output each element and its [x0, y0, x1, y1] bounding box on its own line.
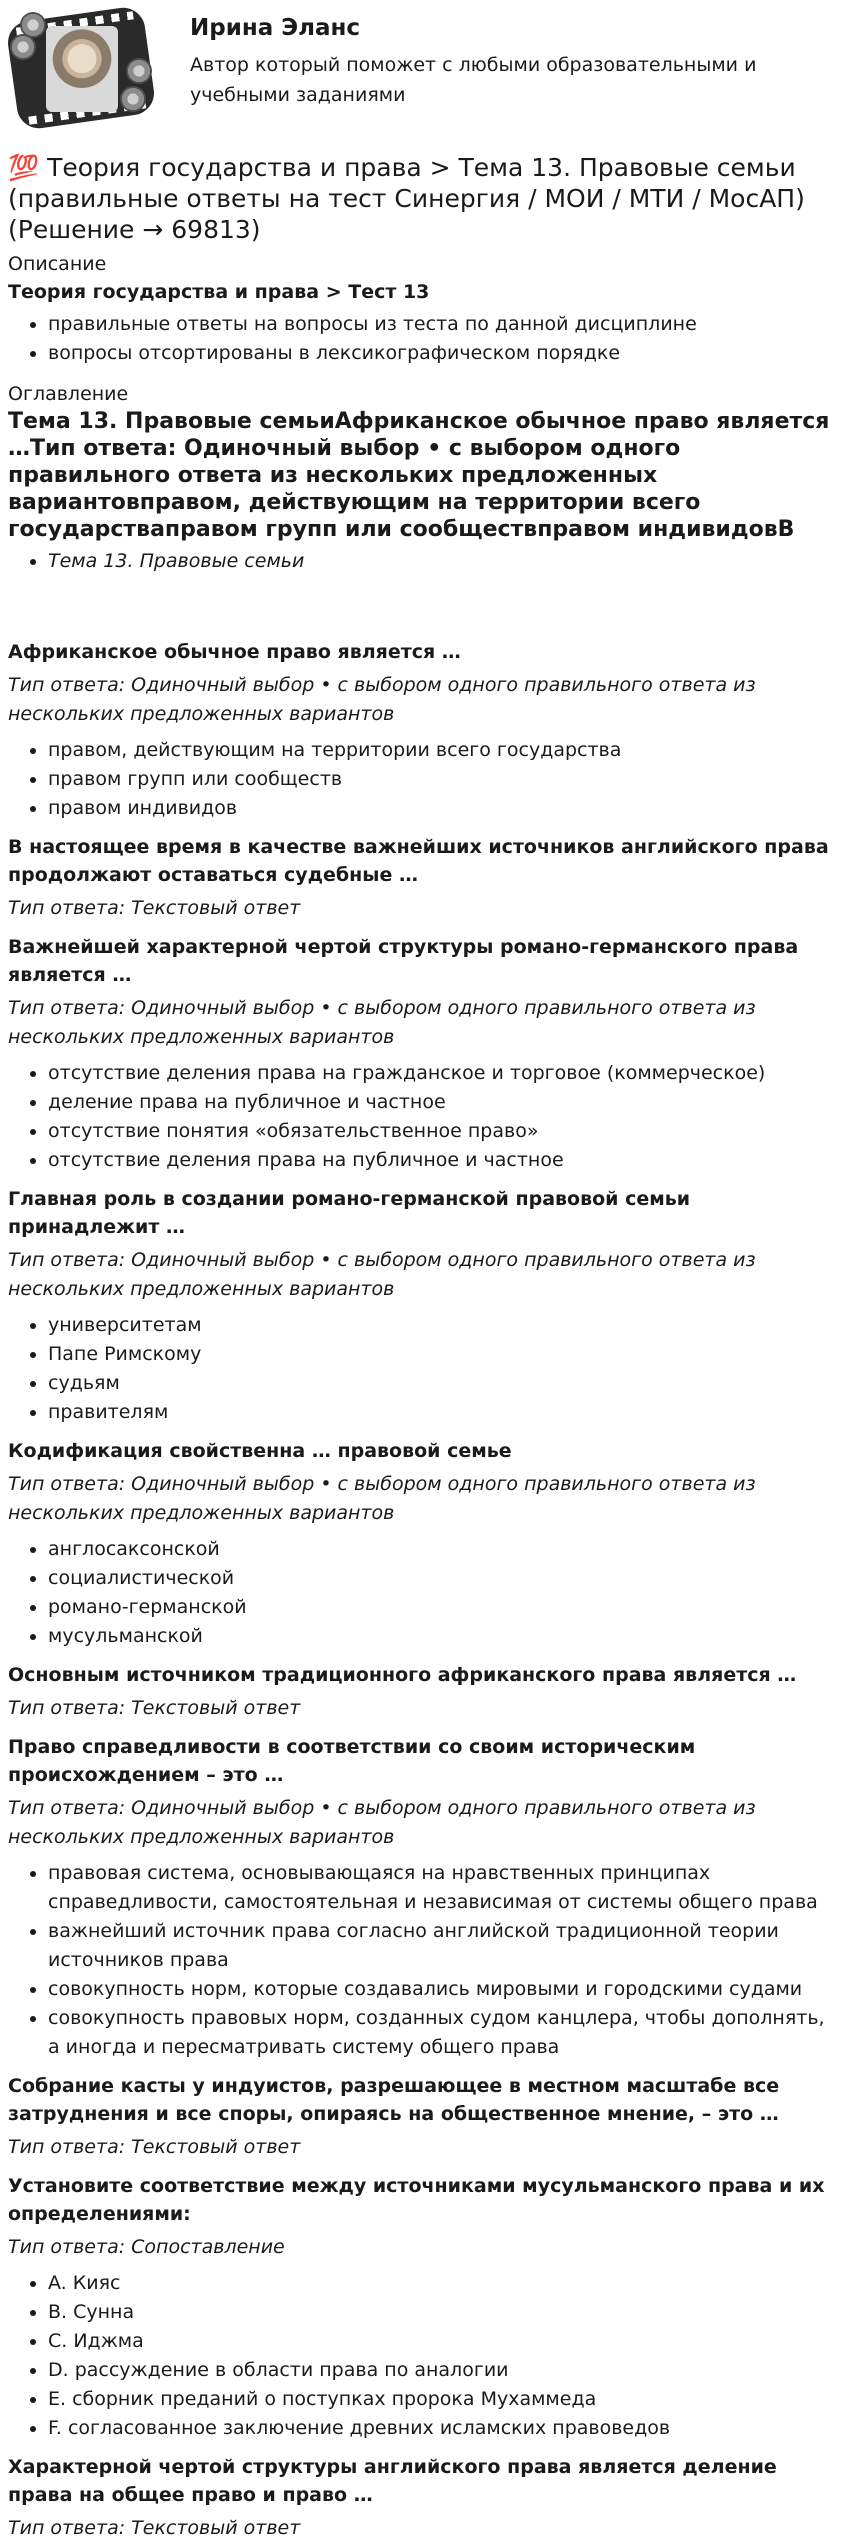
answer-type: Тип ответа: Текстовый ответ — [8, 2517, 301, 2539]
answer-option: • англосаксонской — [48, 1535, 839, 1564]
answer-type: Тип ответа: Одиночный выбор • с выбором одного правильного ответа из нескольких предложенных вариантов — [8, 674, 756, 725]
answer-option: • университетам — [48, 1311, 839, 1340]
answer-option: • социалистической — [48, 1564, 839, 1593]
question-text: Право справедливости в соответствии со своим историческим происхождением – это … — [8, 1736, 696, 1786]
question-block — [8, 1661, 839, 1723]
page-title: 💯 Теория государства и права > Тема 13. Правовые семьи (правильные ответы на тест Синергия / МОИ / МТИ / МосАП) (Решение → 69813) — [8, 153, 805, 244]
question-text: Африканское обычное право является … — [8, 641, 461, 663]
question-text: Главная роль в создании романо-германской правовой семьи принадлежит … — [8, 1188, 691, 1238]
list-item: • вопросы отсортированы в лексикографическом порядке — [48, 339, 839, 368]
author-card — [8, 0, 839, 140]
author-bio: Автор который поможет с любыми образовательными и учебными заданиями — [190, 54, 757, 106]
flower-decoration-icon — [120, 86, 146, 112]
flower-decoration-icon — [126, 58, 152, 84]
answer-option: • отсутствие понятия «обязательственное право» — [48, 1117, 839, 1146]
toc-list — [8, 547, 839, 576]
answer-option: • романо-германской — [48, 1593, 839, 1622]
answer-type: Тип ответа: Одиночный выбор • с выбором одного правильного ответа из нескольких предложенных вариантов — [8, 1473, 756, 1524]
answer-option: • мусульманской — [48, 1622, 839, 1651]
answer-option: • D. рассуждение в области права по аналогии — [48, 2356, 839, 2385]
answer-option: • A. Кияс — [48, 2269, 839, 2298]
answer-option: • отсутствие деления права на публичное и частное — [48, 1146, 839, 1175]
question-block — [8, 1733, 839, 2062]
avatar-photo — [46, 26, 118, 112]
answer-option: • судьям — [48, 1369, 839, 1398]
answer-options — [8, 1535, 839, 1651]
list-item: • правильные ответы на вопросы из теста по данной дисциплине — [48, 310, 839, 339]
answer-option: • E. сборник преданий о поступках пророка Мухаммеда — [48, 2385, 839, 2414]
answer-options — [8, 1311, 839, 1427]
question-text: Собрание касты у индуистов, разрешающее в местном масштабе все затруднения и все споры, опираясь на общественное мнение, – это … — [8, 2075, 780, 2125]
answer-option: • правом индивидов — [48, 794, 839, 823]
question-text: Кодификация свойственна … правовой семье — [8, 1440, 512, 1462]
answer-type: Тип ответа: Сопоставление — [8, 2236, 285, 2258]
answer-type: Тип ответа: Одиночный выбор • с выбором одного правильного ответа из нескольких предложенных вариантов — [8, 1249, 756, 1300]
author-name[interactable]: Ирина Эланс — [190, 15, 361, 41]
spacer — [8, 576, 839, 628]
answer-option: • деление права на публичное и частное — [48, 1088, 839, 1117]
question-text: Установите соответствие между источниками мусульманского права и их определениями: — [8, 2175, 825, 2225]
toc-label: Оглавление — [8, 383, 129, 405]
answer-option: • правителям — [48, 1398, 839, 1427]
answer-option: • B. Сунна — [48, 2298, 839, 2327]
question-block — [8, 2172, 839, 2443]
question-text: В настоящее время в качестве важнейших источников английского права продолжают оставаться судебные … — [8, 836, 829, 886]
question-text: Важнейшей характерной чертой структуры романо-германского права является … — [8, 936, 799, 986]
answer-option: • правом групп или сообществ — [48, 765, 839, 794]
description-heading: Теория государства и права > Тест 13 — [8, 281, 430, 303]
question-block — [8, 638, 839, 823]
answer-option: • C. Иджма — [48, 2327, 839, 2356]
description-label: Описание — [8, 253, 107, 275]
avatar[interactable] — [8, 8, 154, 128]
toc-item[interactable]: • Тема 13. Правовые семьи — [48, 547, 839, 576]
author-info — [190, 8, 800, 110]
answer-type: Тип ответа: Текстовый ответ — [8, 2136, 301, 2158]
answer-type: Тип ответа: Текстовый ответ — [8, 1697, 301, 1719]
answer-option: • правом, действующим на территории всего государства — [48, 736, 839, 765]
answer-options — [8, 2269, 839, 2443]
answer-option: • совокупность норм, которые создавались мировыми и городскими судами — [48, 1975, 839, 2004]
answer-option: • F. согласованное заключение древних исламских правоведов — [48, 2414, 839, 2443]
answer-type: Тип ответа: Текстовый ответ — [8, 897, 301, 919]
question-block — [8, 1437, 839, 1651]
answer-option: • Папе Римскому — [48, 1340, 839, 1369]
answer-options — [8, 1059, 839, 1175]
description-list — [8, 310, 839, 368]
question-block — [8, 1185, 839, 1427]
answer-type: Тип ответа: Одиночный выбор • с выбором одного правильного ответа из нескольких предложенных вариантов — [8, 1797, 756, 1848]
question-block — [8, 2072, 839, 2162]
answer-options — [8, 736, 839, 823]
question-block — [8, 2453, 839, 2543]
answer-type: Тип ответа: Одиночный выбор • с выбором одного правильного ответа из нескольких предложенных вариантов — [8, 997, 756, 1048]
answer-option: • совокупность правовых норм, созданных судом канцлера, чтобы дополнять, а иногда и пересматривать систему общего права — [48, 2004, 839, 2062]
question-list — [8, 638, 839, 2543]
question-block — [8, 833, 839, 923]
question-text: Характерной чертой структуры английского права является деление права на общее право и право … — [8, 2456, 777, 2506]
answer-option: • правовая система, основывающаяся на нравственных принципах справедливости, самостоятельная и независимая от системы общего права — [48, 1859, 839, 1917]
answer-options — [8, 1859, 839, 2062]
question-text: Основным источником традиционного африканского права является … — [8, 1664, 797, 1686]
question-block — [8, 933, 839, 1175]
toc-title: Тема 13. Правовые семьиАфриканское обычное право является …Тип ответа: Одиночный выбор • с выбором одного правильного ответа из нескольких предложенных вариантовправом, действующим на территории всего государстваправом групп или сообществправом индивидовВ — [8, 409, 830, 542]
answer-option: • важнейший источник права согласно английской традиционной теории источников права — [48, 1917, 839, 1975]
answer-option: • отсутствие деления права на гражданское и торговое (коммерческое) — [48, 1059, 839, 1088]
flower-decoration-icon — [20, 12, 46, 38]
